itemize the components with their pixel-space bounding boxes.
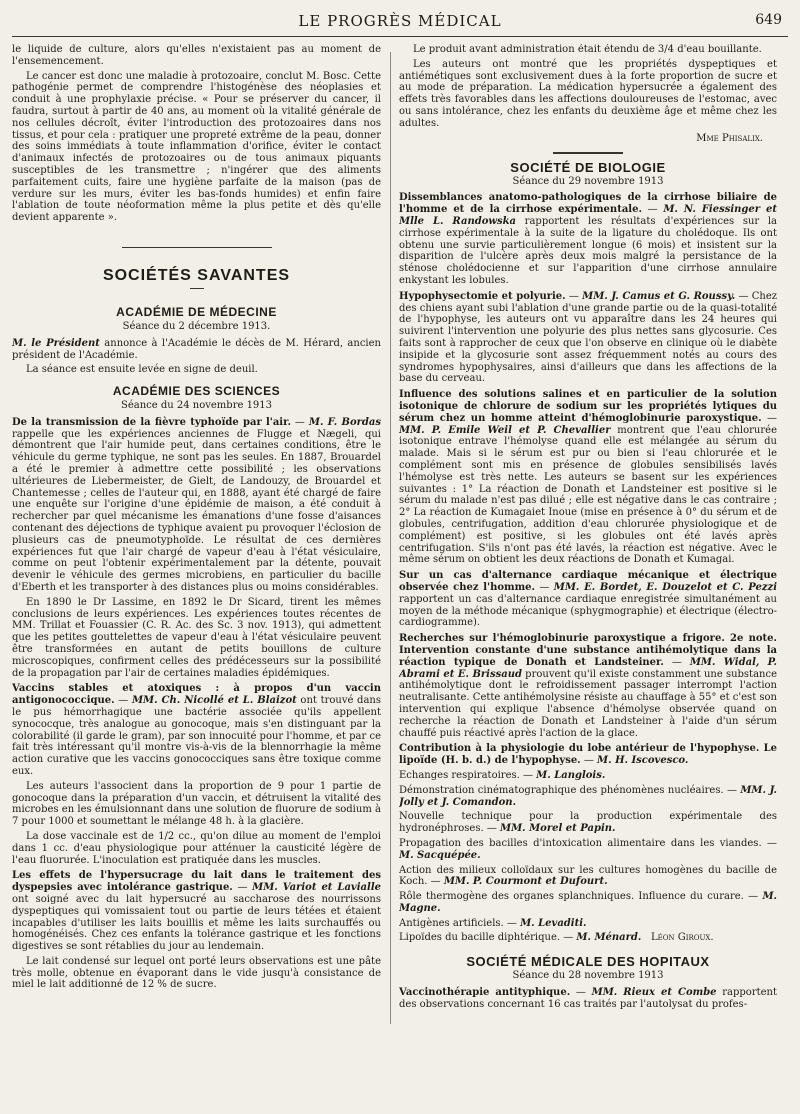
list-item: Action des milieux colloïdaux sur les cultures homogènes du bacille de Koch. — MM. P. Courmont et Dufourt. xyxy=(399,864,777,888)
speaker-name: MM. Variot et Lavialle xyxy=(252,882,381,894)
list-item-title: Action des milieux colloïdaux sur les cultures homogènes du bacille de Koch. xyxy=(399,864,777,888)
list-item: Nouvelle technique pour la production expérimentale des hydronéphroses. — MM. Morel et Papin. xyxy=(399,811,777,835)
society-title: ACADÉMIE DES SCIENCES xyxy=(112,384,281,399)
list-item-author: MM. P. Courmont et Dufourt. xyxy=(443,876,608,888)
article-title: Vaccins stables et atoxiques : à propos d'un vaccin antigonococcique. xyxy=(12,683,381,707)
signature: Mme Phisalix. xyxy=(696,132,763,144)
list-item-author: M. H. Iscovesco. xyxy=(597,755,689,767)
paragraph: le liquide de culture, alors qu'elles n'existaient pas au moment de l'ensemencement. xyxy=(12,44,381,67)
list-item-title: Lipoïdes du bacille diphtérique. xyxy=(399,932,561,944)
paragraph xyxy=(12,338,381,362)
list-item-author: M. Ménard. xyxy=(576,932,642,944)
list-item-author: M. Langlois. xyxy=(536,769,606,781)
list-item: Contribution à la physiologie du lobe antérieur de l'hypophyse. Le lipoïde (H. b. d.) de l'hypophyse. — M. H. Iscovesco. xyxy=(399,743,777,767)
article-body: prouvent qu'il existe constamment une substance antihémolytique dont le refroidissement passager interrompt l'action neutralisante. Cette antihémolysine résiste au chauffage à 55° et c'est son intervention qui explique l'absence d'hémolyse observée quand on recherche la réaction de Donath et Landsteiner à l'aide d'un sérum chauffé puis réactivé après l'action de la glace. xyxy=(399,668,777,739)
speaker-name: MM. E. Bordet, E. Douzelot et C. Pezzi xyxy=(553,581,777,593)
article-title: De la transmission de la fièvre typhoïde par l'air. xyxy=(12,416,291,428)
session-date: Séance du 2 décembre 1913. xyxy=(122,321,271,333)
article: Influence des solutions salines et en particulier de la solution isotonique de chlorure de sodium sur les propriétés lytiques du sérum chez un homme atteint d'hémoglobinurie paroxystique. — MM. P. Emile Weil et P. Chevallier montrent que l'eau chlorurée isotonique entrave l'hémolyse quand elle est mélangée au sérum du malade. Mais si le sérum est pur ou bien si l'eau chlorurée et le complément sont mis en présence de globules sensibilisés lavés l'hémolyse est très nette. Les auteurs se basent sur les expériences suivantes : 1° La réaction de Donath et Landsteiner est positive si le sérum du malade n'est pas dilué ; elle est négative dans le cas contraire ; 2° La réaction de Kumagaiet Inoue (mise en présence à 0° du sérum et de globules, centrifugation, addition d'eau chlorurée physiologique et de complément) est positive, si les globules ont été lavés après centrifugation. S'ils n'ont pas été lavés, la réaction est négative. Avec le même sérum on obtient les deux réactions de Donath et Kumagai. xyxy=(399,389,777,566)
article-body: rapportent un cas d'alternance cardiaque enregistrée simultanément au moyen de la méthode mécanique (sphygmographie) et électrique (électro-cardiogramme). xyxy=(399,593,777,629)
article: Vaccinothérapie antityphique. — MM. Rieux et Combe rapportent des observations concernant 16 cas traités par l'autolysat du profes- xyxy=(399,986,777,1010)
society-title: ACADÉMIE DE MÉDECINE xyxy=(116,305,277,320)
decorative-separator xyxy=(12,242,381,254)
article: Vaccins stables et atoxiques : à propos d'un vaccin antigonococcique. — MM. Ch. Nicollé et L. Blaizot ont trouvé dans le pus hémorrhagique une bactérie associée qu'ils appellent synococque, très analogue au gonocoque, mais s'en distinguant par la colorabilité (il garde le gram), par son innocuité pour l'homme, et par ce fait très intéressant qu'il montre vis-à-vis de la blennorrhagie la même action curative que les vaccins gonococciques sans être toxique comme eux. xyxy=(12,683,381,777)
article: Dissemblances anatomo-pathologiques de la cirrhose biliaire de l'homme et de la cirrhose expérimentale. — M. N. Fiessinger et Mlle L. Randowska rapportent les résultats d'expériences sur la cirrhose expérimentale à la suite de la ligature du cholédoque. Ils ont obtenu une survie particulièrement longue (6 mois) et insistent sur la disparition de l'ulcère après deux mois malgré la persistance de la sténose cholédocienne et sur l'apparition d'une cirrhose annulaire enkystant les lobules. xyxy=(399,192,777,287)
paragraph: Le lait condensé sur lequel ont porté leurs observations est une pâte très molle, obtenue en évaporant dans le vide jusqu'à consistance de miel le lait additionné de 12 % de sucre. xyxy=(12,955,381,991)
paragraph-text: annonce à l'Académie le décès de M. Hérard, ancien président de l'Académie. xyxy=(12,337,381,361)
speaker-name: M. F. Bordas xyxy=(308,416,381,428)
list-item-author: M. Levaditi. xyxy=(520,917,587,929)
communications-list xyxy=(399,743,777,944)
society-title: SOCIÉTÉ DE BIOLOGIE xyxy=(510,159,666,175)
speaker-name: M. le Président xyxy=(12,337,100,349)
speaker-name: MM. P. Emile Weil et P. Chevallier xyxy=(399,424,611,436)
list-item-title: Antigènes artificiels. xyxy=(399,917,504,929)
speaker-name: MM. Rieux et Combe xyxy=(591,986,717,998)
paragraph: La séance est ensuite levée en signe de deuil. xyxy=(26,364,258,376)
paragraph: Les auteurs ont montré que les propriétés dyspeptiques et antiémétiques sont exclusivement dues à la forte proportion de sucre et au mode de préparation. La médication hypersucrée a également des effets très favorables dans les affections douloureuses de l'estomac, avec ou sans intolérance, chez les enfants du deuxième âge et même chez les adultes. xyxy=(399,58,777,129)
article-title: Les effets de l'hypersucrage du lait dans le traitement des dyspepsies avec intolérance gastrique. xyxy=(12,870,381,894)
section-title: SOCIÉTÉS SAVANTES xyxy=(102,266,291,284)
society-title: SOCIÉTÉ MÉDICALE DES HOPITAUX xyxy=(466,954,710,970)
paragraph: Les auteurs l'associent dans la proportion de 9 pour 1 partie de gonocoque dans la préparation d'un vaccin, et détruisent la vitalité des microbes en les émulsionnant dans une solution de fluorure de sodium à 7 pour 1000 et soumettant le mélange 48 h. à la glacière. xyxy=(12,780,381,828)
list-item: Rôle thermogène des organes splanchniques. Influence du curare. — M. Magne. xyxy=(399,891,777,914)
paragraph: En 1890 le Dr Lassime, en 1892 le Dr Sicard, tirent les mêmes conclusions de leurs expériences. Les expériences toutes récentes de MM. Trillat et Fouassier (C. R. Ac. des Sc. 3 nov. 1913), qui admettent que les petites gouttelettes de vapeur d'eau à l'état vésiculaire peuvent être transformées en autant de petits bouillons de culture microscopiques, confirment celles des prédécesseurs sur la possibilité de la propagation par l'air de certaines maladies épidémiques. xyxy=(12,596,381,679)
article-title: Hypophysectomie et polyurie. xyxy=(399,290,566,302)
article-title: Recherches sur l'hémoglobinurie paroxystique a frigore. 2e note. Intervention constante d'une substance antihémolytique dans la réaction typique de Donath et Landsteiner. xyxy=(399,633,777,668)
session-date: Séance du 24 novembre 1913 xyxy=(120,400,273,412)
signature: Léon Giroux. xyxy=(650,932,714,944)
article-body: montrent que l'eau chlorurée isotonique entrave l'hémolyse quand elle est mélangée au sérum du malade. Mais si le sérum est pur ou bien si l'eau chlorurée et le complément sont mis en présence de globules sensibilisés lavés l'hémolyse est très nette. Les auteurs se basent sur les expériences suivantes : 1° La réaction de Donath et Landsteiner est positive si le sérum du malade n'est pas dilué ; elle est négative dans le cas contraire ; 2° La réaction de Kumagaiet Inoue (mise en présence à 0° du sérum et de globules, centrifugation, addition d'eau chlorurée physiologique et de complément) est positive, si les globules ont été lavés après centrifugation. S'ils n'ont pas été lavés, la réaction est négative. Avec le même sérum on obtient les deux réactions de Donath et Kumagai. xyxy=(399,424,777,566)
article-title: Dissemblances anatomo-pathologiques de la cirrhose biliaire de l'homme et de la cirrhose expérimentale. xyxy=(399,192,777,216)
article-title: Vaccinothérapie antityphique. xyxy=(399,986,571,998)
page-number: 649 xyxy=(755,12,782,28)
speaker-name: MM. Ch. Nicollé et L. Blaizot xyxy=(131,695,297,707)
left-column xyxy=(12,44,381,1110)
article-body: ont trouvé dans le pus hémorrhagique une bactérie associée qu'ils appellent synococque, très analogue au gonocoque, mais s'en distinguant par la colorabilité (il garde le gram), par son innocuité pour l'homme, et par ce fait très intéressant qu'il montre vis-à-vis de la blennorrhagie la même action curative que les vaccins gonococciques sans être toxique comme eux. xyxy=(12,695,381,777)
list-item-title: Propagation des bacilles d'intoxication alimentaire dans les viandes. xyxy=(399,837,762,849)
list-item: Echanges respiratoires. — M. Langlois. xyxy=(399,769,606,781)
journal-title: LE PROGRÈS MÉDICAL xyxy=(298,12,502,30)
list-item-title: Echanges respiratoires. xyxy=(399,769,520,781)
article-body: — Chez des chiens ayant subi l'ablation d'une grande partie ou de la quasi-totalité de l'hypophyse, les auteurs ont vu apparaître dans les 24 heures qui suivirent l'intervention une polyurie des plus nettes sans glycosurie. Ces faits sont à rapprocher de ceux que l'on observe en clinique où le diabète insipide et la glycosurie sont assez fréquemment notés au cours des syndromes hypophysaires, ainsi d'ailleurs que dans les affections de la base du cerveau. xyxy=(399,290,777,385)
list-item-author: MM. Morel et Papin. xyxy=(500,823,616,835)
article-body: rappelle que les expériences anciennes de Flugge et Nægeli, qui démontrent que l'air humide peut, dans certaines conditions, être le véhicule du germe typhique, ne sont pas les seules. En 1887, Brouardel a été le premier à admettre cette possibilité ; les observations ultérieures de Liebermeister, de Gielt, de Landouzy, de Brouardel et Chantemesse ; celles de l'auteur qui, en 1888, ayant été chargé de faire une enquête sur l'origine d'une épidémie de maison, a été conduit à rechercher par quel mécanisme les émanations d'une fosse d'aisances contenant des déjections de typhique avaient pu provoquer l'éclosion de plusieurs cas de pneumotyphoïde. Le résultat de ces dernières expériences fut que l'air chargé de vapeur d'eau à l'état vésiculaire, comme on peut l'obtenir expérimentalement par la détente, pouvait devenir le véhicule des germes microbiens, en particulier du bacille d'Eberth et les transporter à des distances plus ou moins considérables. xyxy=(12,428,381,593)
list-item: Démonstration cinématographique des phénomènes nucléaires. — MM. J. Jolly et J. Comandon. xyxy=(399,784,777,808)
article: De la transmission de la fièvre typhoïde par l'air. — M. F. Bordas rappelle que les expériences anciennes de Flugge et Nægeli, qui démontrent que l'air humide peut, dans certaines conditions, être le véhicule du germe typhique, ne sont pas les seules. En 1887, Brouardel a été le premier à admettre cette possibilité ; les observations ultérieures de Liebermeister, de Gielt, de Landouzy, de Brouardel et Chantemesse ; celles de l'auteur qui, en 1888, ayant été chargé de faire une enquête sur l'origine d'une épidémie de maison, a été conduit à rechercher par quel mécanisme les émanations d'une fosse d'aisances contenant des déjections de typhique avaient pu provoquer l'éclosion de plusieurs cas de pneumotyphoïde. Le résultat de ces dernières expériences fut que l'air chargé de vapeur d'eau à l'état vésiculaire, comme on peut l'obtenir expérimentalement par la détente, pouvait devenir le véhicule des germes microbiens, en particulier du bacille d'Eberth et les transporter à des distances plus ou moins considérables. xyxy=(12,416,381,593)
list-item: Lipoïdes du bacille diphtérique. — M. Ménard. Léon Giroux. xyxy=(399,932,714,944)
article-body: rapportent des observations concernant 16 cas traités par l'autolysat du profes- xyxy=(399,986,777,1010)
article-body: ont soigné avec du lait hypersucré au saccharose des nourrissons dyspeptiques qui vomissaient tout ou partie de leurs tétées et étaient incapables d'utiliser les laits bouillis et même les laits surchauffés ou homogénéisés. Chez ces enfants la tolérance gastrique et les fonctions digestives se sont rétablies du jour au lendemain. xyxy=(12,893,381,953)
speaker-name: M. N. Fiessinger et Mlle L. Randowska xyxy=(399,204,777,228)
speaker-name: MM. Widal, P. Abrami et E. Brissaud xyxy=(399,656,777,680)
article-title: Influence des solutions salines et en particulier de la solution isotonique de chlorure de sodium sur les propriétés lytiques du sérum chez un homme atteint d'hémoglobinurie paroxystique. xyxy=(399,389,777,424)
list-item-title: Démonstration cinématographique des phénomènes nucléaires. xyxy=(399,784,724,796)
page-header xyxy=(12,8,788,37)
article: Les effets de l'hypersucrage du lait dans le traitement des dyspepsies avec intolérance gastrique. — MM. Variot et Lavialle ont soigné avec du lait hypersucré au saccharose des nourrissons dyspeptiques qui vomissaient tout ou partie de leurs tétées et étaient incapables d'utiliser les laits bouillis et même les laits surchauffés ou homogénéisés. Chez ces enfants la tolérance gastrique et les fonctions digestives se sont rétablies du jour au lendemain. xyxy=(12,870,381,953)
session-date: Séance du 29 novembre 1913 xyxy=(512,175,664,187)
list-item: Antigènes artificiels. — M. Levaditi. xyxy=(399,917,587,929)
article: Hypophysectomie et polyurie. — MM. J. Camus et G. Roussy. — Chez des chiens ayant subi l'ablation d'une grande partie ou de la quasi-totalité de l'hypophyse, les auteurs ont vu apparaître dans les 24 heures qui suivirent l'intervention une polyurie des plus nettes sans glycosurie. Ces faits sont à rapprocher de ceux que l'on observe en clinique où le diabète insipide et la glycosurie sont assez fréquemment notés au cours des syndromes hypophysaires, ainsi d'ailleurs que dans les affections de la base du cerveau. xyxy=(399,290,777,385)
divider xyxy=(553,152,623,154)
list-item: Propagation des bacilles d'intoxication alimentaire dans les viandes. — M. Sacquépée. xyxy=(399,837,777,861)
paragraph: Le produit avant administration était étendu de 3/4 d'eau bouillante. xyxy=(413,44,762,55)
paragraph: Le cancer est donc une maladie à protozoaire, conclut M. Bosc. Cette pathogénie permet de comprendre l'histogénèse des néoplasies et conduit à une prophylaxie précise. « Pour se préserver du cancer, il faudra, surtout à partir de 40 ans, au moment où la vitalité générale de nos cellules décroît, éviter l'introduction des protozoaires dans nos tissus, et pour cela : pratiquer une propreté extrême de la peau, donner des soins immédiats à toute inflammation d'orifice, éviter le contact d'animaux infectés de protozoaires ou de tous animaux piquants susceptibles de les transmettre ; n'ingérer que des aliments parfaitement cuits, faire une hygiène parfaite de la maison (pas de verdure sur les murs, éviter les bas-fonds humides) et enfin faire l'ablation de toute néoformation même la plus petite et dès qu'elle devient apparente ». xyxy=(12,70,381,224)
divider xyxy=(190,288,204,290)
article-title: Sur un cas d'alternance cardiaque mécanique et électrique observée chez l'homme. xyxy=(399,570,777,593)
article-body: rapportent les résultats d'expériences sur la cirrhose expérimentale à la suite de la ligature du cholédoque. Ils ont obtenu une survie particulièrement longue (6 mois) et insistent sur la disparition de l'ulcère après deux mois malgré la persistance de la sténose cholédocienne et sur l'apparition d'une cirrhose annulaire enkystant les lobules. xyxy=(399,216,777,287)
paragraph: La dose vaccinale est de 1/2 cc., qu'on dilue au moment de l'emploi dans 1 cc. d'eau physiologique pour atténuer la causticité légère de l'eau fluorurée. L'inoculation est pratiquée dans les muscles. xyxy=(12,830,381,866)
right-column xyxy=(399,44,777,1110)
session-date: Séance du 28 novembre 1913 xyxy=(512,970,664,982)
list-item-title: Nouvelle technique pour la production expérimentale des hydronéphroses. xyxy=(399,811,777,835)
column-divider xyxy=(390,52,391,1024)
list-item-title: Rôle thermogène des organes splanchniques. Influence du curare. xyxy=(399,891,744,903)
article: Recherches sur l'hémoglobinurie paroxystique a frigore. 2e note. Intervention constante d'une substance antihémolytique dans la réaction typique de Donath et Landsteiner. — MM. Widal, P. Abrami et E. Brissaud prouvent qu'il existe constamment une substance antihémolytique dont le refroidissement passager interrompt l'action neutralisante. Cette antihémolysine résiste au chauffage à 55° et c'est son intervention qui explique l'absence d'hémolyse observée quand on recherche la réaction de Donath et Landsteiner à l'aide d'un sérum chauffé puis réactivé après l'action de la glace. xyxy=(399,633,777,739)
speaker-name: MM. J. Camus et G. Roussy. xyxy=(582,290,736,302)
list-item-title: Contribution à la physiologie du lobe antérieur de l'hypophyse. Le lipoïde (H. b. d.) de l'hypophyse. xyxy=(399,743,777,767)
article: Sur un cas d'alternance cardiaque mécanique et électrique observée chez l'homme. — MM. E. Bordet, E. Douzelot et C. Pezzi rapportent un cas d'alternance cardiaque enregistrée simultanément au moyen de la méthode mécanique (sphygmographie) et électrique (électro-cardiogramme). xyxy=(399,570,777,629)
list-item-author: M. Magne. xyxy=(399,891,777,914)
list-item-author: M. Sacquépée. xyxy=(399,849,481,861)
list-item-author: MM. J. Jolly et J. Comandon. xyxy=(399,784,777,808)
